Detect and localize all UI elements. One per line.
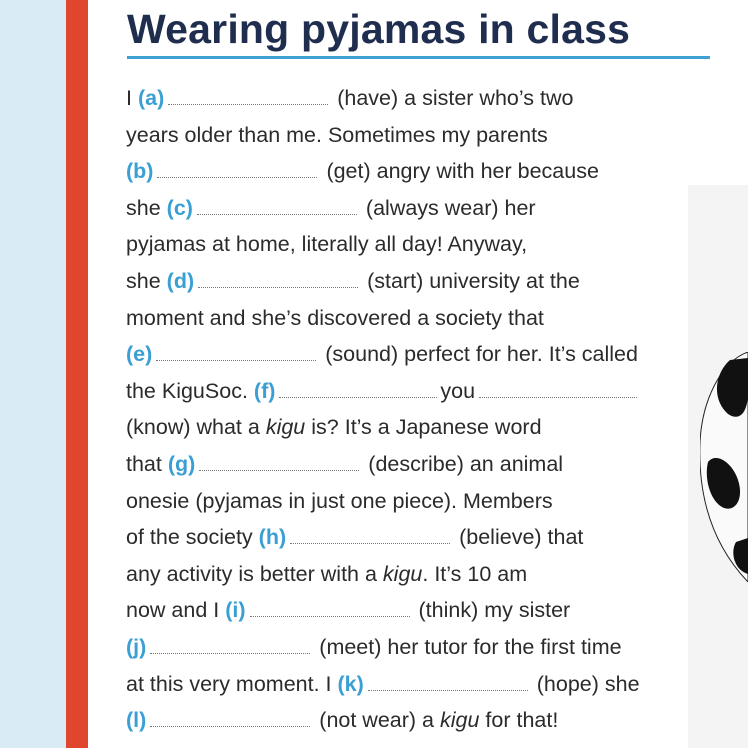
line-text: (meet) her tutor for the first time <box>319 634 622 659</box>
line-text: now and I <box>126 598 220 623</box>
text-line: years older than me. Sometimes my parents <box>126 122 548 147</box>
line-text: (always wear) her <box>365 195 536 220</box>
line-text: for that! <box>485 708 559 733</box>
text-line <box>126 153 706 190</box>
text-line: onesie (pyjamas in just one piece). Members <box>126 488 553 513</box>
gap-label-d: (d) <box>166 268 195 293</box>
text-line <box>126 702 706 739</box>
line-text: I <box>126 86 132 110</box>
gap-label-i: (i) <box>225 598 246 623</box>
line-text: (start) university at the <box>367 268 580 293</box>
line-text: she <box>126 195 161 220</box>
line-text: you <box>440 378 476 403</box>
line-text: the KiguSoc. <box>126 378 248 403</box>
red-side-bar <box>66 0 88 748</box>
line-text: (not wear) a <box>319 708 434 733</box>
text-line <box>126 80 706 117</box>
line-text: that <box>126 451 162 476</box>
answer-gap-e[interactable] <box>156 359 316 361</box>
answer-gap-h[interactable] <box>290 542 450 544</box>
text-line <box>126 629 706 666</box>
text-line <box>126 556 706 593</box>
line-text: she <box>126 268 161 293</box>
line-text: (describe) an animal <box>368 451 564 476</box>
italic-word: kigu <box>265 415 306 440</box>
gap-label-j: (j) <box>126 634 147 659</box>
line-text: at this very moment. I <box>126 671 332 696</box>
text-line <box>126 666 706 703</box>
text-line: pyjamas at home, literally all day! Anyway, <box>126 232 528 257</box>
line-text: . It’s 10 am <box>422 561 528 586</box>
text-line <box>126 446 706 483</box>
text-line <box>126 373 706 410</box>
answer-gap-b[interactable] <box>157 176 317 178</box>
gap-fill-text <box>126 80 706 739</box>
answer-gap-l[interactable] <box>150 725 310 727</box>
text-line <box>126 592 706 629</box>
gap-label-b: (b) <box>126 159 154 184</box>
title-underline <box>127 56 710 59</box>
gap-label-l: (l) <box>126 708 147 733</box>
italic-word: kigu <box>439 708 480 733</box>
text-line <box>126 263 706 300</box>
text-line <box>126 409 706 446</box>
line-text: (believe) that <box>459 525 584 550</box>
gap-label-f: (f) <box>253 378 276 403</box>
answer-gap-a[interactable] <box>168 103 328 105</box>
gap-label-g: (g) <box>167 451 196 476</box>
answer-gap-f[interactable] <box>279 396 437 398</box>
answer-gap-i[interactable] <box>250 615 410 617</box>
text-line <box>126 519 706 556</box>
answer-gap-c[interactable] <box>197 213 357 215</box>
line-text: any activity is better with a <box>126 561 377 586</box>
line-text: of the society <box>126 525 253 550</box>
text-line <box>126 336 706 373</box>
page-title: Wearing pyjamas in class <box>127 6 631 52</box>
answer-gap-d[interactable] <box>198 286 358 288</box>
line-text: (sound) perfect for her. It’s called <box>325 342 638 367</box>
line-text: (have) a sister who’s two <box>337 86 574 110</box>
answer-gap-f2[interactable] <box>479 396 637 398</box>
line-text: (think) my sister <box>418 598 571 623</box>
gap-label-e: (e) <box>126 342 153 367</box>
gap-label-h: (h) <box>258 525 287 550</box>
gap-label-k: (k) <box>337 671 364 696</box>
left-margin-panel <box>0 0 66 748</box>
line-text: (get) angry with her because <box>326 159 599 184</box>
line-text: (hope) she <box>536 671 640 696</box>
line-text: (know) what a <box>126 415 260 440</box>
text-line <box>126 190 706 227</box>
text-line: moment and she’s discovered a society that <box>126 305 544 330</box>
cow-onesie-image <box>700 352 748 582</box>
answer-gap-j[interactable] <box>150 652 310 654</box>
gap-label-a: (a) <box>137 86 165 110</box>
gap-label-c: (c) <box>166 195 193 220</box>
line-text: is? It’s a Japanese word <box>311 415 542 440</box>
answer-gap-k[interactable] <box>368 689 528 691</box>
italic-word: kigu <box>382 561 423 586</box>
answer-gap-g[interactable] <box>199 469 359 471</box>
